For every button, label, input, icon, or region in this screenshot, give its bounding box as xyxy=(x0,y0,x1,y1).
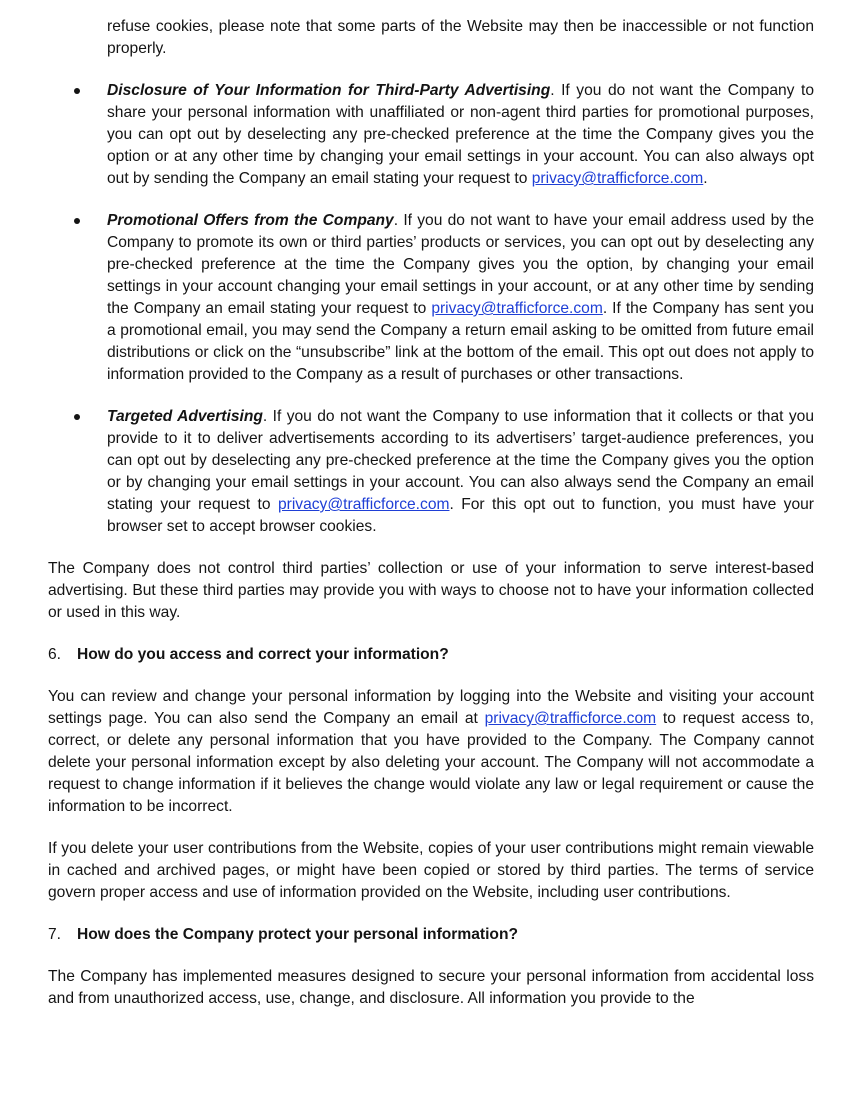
protection-paragraph: The Company has implemented measures designed to secure your personal information from accidental loss and from unauthorized access, use, change, and disclosure. All information you provide to the xyxy=(48,968,814,1007)
section-number: 7. xyxy=(48,926,62,943)
list-item-targeted-advertising xyxy=(48,406,814,538)
section-6-heading xyxy=(48,644,814,666)
opt-out-list xyxy=(48,80,814,538)
list-item-lead: Promotional Offers from the Company xyxy=(107,212,394,229)
list-item-text-after: . For this opt out to function, you must have your browser set to accept browser cookies. xyxy=(107,496,814,535)
section-title: How does the Company protect your personal information? xyxy=(77,926,518,943)
user-contributions-paragraph: If you delete your user contributions from the Website, copies of your user contributions might remain viewable in cached and archived pages, or might have been copied or stored by third parties. The terms of service govern proper access and use of information provided on the Website, including user contributions. xyxy=(48,840,814,901)
privacy-email-link[interactable]: privacy@trafficforce.com xyxy=(531,170,704,187)
list-item-text: . If you do not want the Company to share your personal information with unaffiliated or non-agent third parties for promotional purposes, you can opt out by deselecting any pre-checked preference at the time the Company gives you the option or at any other time by changing your email settings in your account. You can also always opt out by sending the Company an email stating your request to xyxy=(107,82,815,187)
paragraph-text: You can review and change your personal information by logging into the Website and visiting your account settings page. You can also send the Company an email at xyxy=(48,688,814,727)
intro-continuation: refuse cookies, please note that some parts of the Website may then be inaccessible or not function properly. xyxy=(107,18,814,57)
privacy-email-link[interactable]: privacy@trafficforce.com xyxy=(484,710,657,727)
bullet-icon xyxy=(74,88,80,94)
section-number: 6. xyxy=(48,646,62,663)
list-item-text-after: . xyxy=(703,170,708,187)
bullet-icon xyxy=(74,414,80,420)
list-item-lead: Disclosure of Your Information for Third-Party Advertising xyxy=(107,82,551,99)
access-correct-paragraph xyxy=(48,686,814,818)
privacy-email-link[interactable]: privacy@trafficforce.com xyxy=(431,300,603,317)
list-item-text-after: . If the Company has sent you a promotional email, you may send the Company a return email asking to be omitted from future email distributions or click on the “unsubscribe” link at the bottom of the email. This opt out does not apply to information provided to the Company as a result of purchases or other transactions. xyxy=(107,300,815,383)
third-parties-paragraph: The Company does not control third parties’ collection or use of your information to serve interest-based advertising. But these third parties may provide you with ways to choose not to have your information collected or used in this way. xyxy=(48,560,814,621)
list-item-promotional-offers xyxy=(48,210,814,386)
list-item-third-party-advertising xyxy=(48,80,814,190)
list-item-text: . If you do not want the Company to use information that it collects or that you provide to it to deliver advertisements according to its advertisers’ target-audience preferences, you can opt out by deselecting any pre-checked preference at the time the Company gives you the option or by changing your email settings in your account. You can also always send the Company an email stating your request to xyxy=(107,408,814,513)
paragraph-text-after: to request access to, correct, or delete any personal information that you have provided to the Company. The Company cannot delete your personal information except by also deleting your account. The Company will not accommodate a request to change information if it believes the change would violate any law or legal requirement or cause the information to be incorrect. xyxy=(48,710,814,815)
list-item-text: . If you do not want to have your email address used by the Company to promote its own or third parties’ products or services, you can opt out by deselecting any pre-checked preference at the time the Company gives you the option, by changing your email settings in your account changing your email settings in your account, or at any other time by sending the Company an email stating your request to xyxy=(107,212,814,317)
document-page xyxy=(48,16,814,1010)
bullet-icon xyxy=(74,218,80,224)
section-title: How do you access and correct your information? xyxy=(77,646,449,663)
list-item-lead: Targeted Advertising xyxy=(107,408,263,425)
privacy-email-link[interactable]: privacy@trafficforce.com xyxy=(277,496,450,513)
section-7-heading xyxy=(48,924,814,946)
